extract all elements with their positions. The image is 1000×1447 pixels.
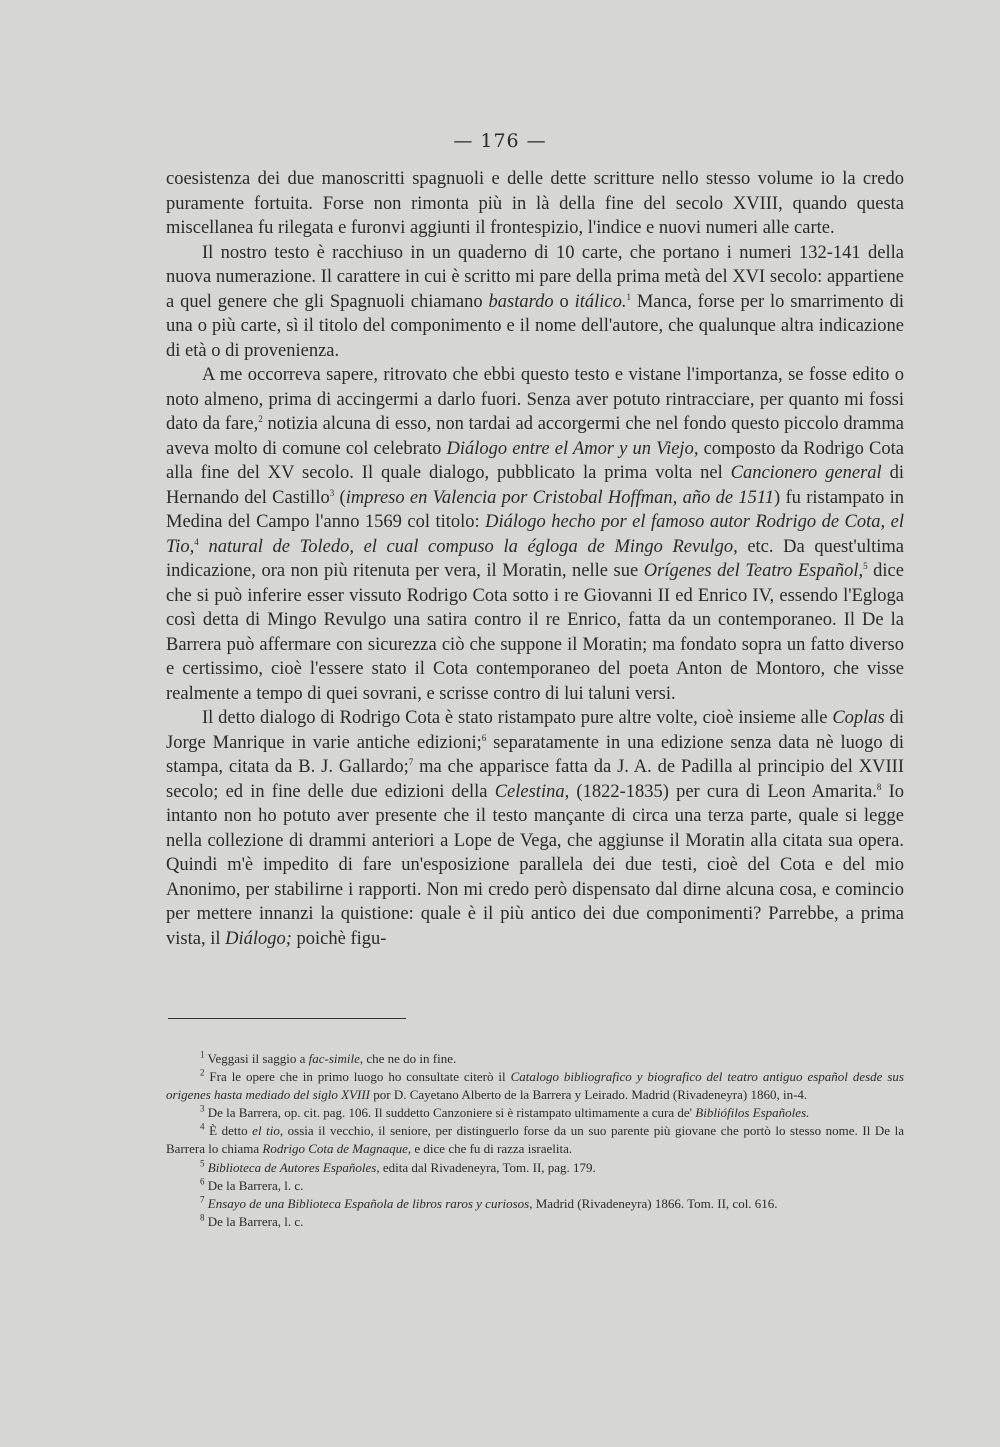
text-run: , e dice che fu di razza israelita. (407, 1141, 573, 1157)
text-run: Fra le opere che in primo luogo ho consultate citerò il (204, 1069, 511, 1085)
italic-text: Diálogo hecho por el famoso autor Rodrigo de Cota, el Tio, (166, 512, 904, 557)
italic-text: Diálogo entre el Amor y un Viejo, (446, 438, 699, 459)
footnote-separator (168, 1018, 406, 1019)
text-run: ) fu ristampato in Medina del Campo l'anno 1569 col titolo: (166, 487, 904, 532)
italic-text: Rodrigo Cota de Magnaque (262, 1141, 408, 1157)
paragraph (166, 706, 904, 951)
italic-text: natural de Toledo, el cual compuso la égloga de Mingo Revulgo, (208, 536, 738, 557)
italic-text: Catalogo bibliografico y biografico del teatro antiguo español desde sus origenes hasta mediado del siglo XVIII (166, 1069, 904, 1103)
footnote (166, 1122, 904, 1158)
text-run: Il nostro testo è racchiuso in un quaderno di 10 carte, che portano i numeri 132-141 della nuova numerazione. Il carattere in cui è scritto mi pare della prima metà del XVI secolo: appartiene a quel genere che gli Spagnuoli chiamano (166, 242, 904, 312)
italic-text: fac-simile (308, 1051, 360, 1066)
italic-text: Ensayo de una Biblioteca Española de libros raros y curiosos (207, 1195, 530, 1211)
text-run: ( (334, 487, 346, 508)
text-run: , ossia il vecchio, il seniore, per distinguerlo forse da un suo parente più giovane che portò lo stesso nome. Il De la Barrera lo chiama (166, 1123, 904, 1157)
text-run: notizia alcuna di esso, non tardai ad accorgermi che nel fondo questo piccolo dramma aveva molto di comune col celebrato (166, 414, 904, 459)
footnote (166, 1195, 904, 1213)
text-run: di Hernando del Castillo (166, 463, 904, 508)
footnote-ref: 2 (200, 1067, 205, 1078)
text-run: etc. Da quest'ultima indicazione, ora non più ritenuta per vera, il Moratin, nelle sue (166, 536, 905, 581)
footnote (166, 1159, 904, 1177)
italic-text: Coplas (832, 708, 885, 728)
paragraph (166, 363, 904, 706)
text-run: ma che apparisce fatta da J. A. de Padilla al principio del XVIII secolo; ed in fine delle due edizioni della (166, 757, 904, 802)
footnote-ref: 3 (200, 1103, 205, 1114)
footnote-ref: 2 (258, 413, 263, 424)
footnote-ref: 5 (863, 560, 868, 571)
text-run: di Jorge Manrique in varie antiche edizioni; (166, 708, 905, 753)
italic-text: Biblioteca de Autores Españoles (207, 1159, 377, 1175)
text-run: Manca, forse per lo smarrimento di una o più carte, sì il titolo del componimento e il nome dell'autore, che qualunque altra indicazione di età o di provenienza. (166, 291, 904, 361)
footnote (166, 1213, 904, 1231)
text-run: coesistenza dei due manoscritti spagnuoli e delle dette scritture nello stesso volume io la credo puramente fortuita. Forse non rimonta più in là della fine del secolo XVIII, quando questa miscellanea fu rilegata e furonvi aggiunti il frontespizio, l'indice e nuovi numeri alle carte. (166, 169, 904, 238)
footnote (166, 1104, 904, 1122)
text-run: separatamente in una edizione senza data nè luogo di stampa, citata da B. J. Gallardo; (166, 732, 904, 777)
text-run: por D. Cayetano Alberto de la Barrera y Leirado. Madrid (Rivadeneyra) 1860, in-4. (370, 1087, 808, 1103)
body-text (166, 167, 904, 951)
footnote-ref: 7 (200, 1194, 205, 1205)
italic-text: el tio (252, 1123, 280, 1139)
text-run: , che ne do in fine. (359, 1051, 457, 1066)
text-run: o (553, 291, 575, 312)
footnote-ref: 8 (876, 781, 882, 792)
footnote-ref: 8 (200, 1212, 205, 1223)
text-run: Io intanto non ho potuto aver presente che il testo mançante di circa una terza parte, quale si legge nella collezione di drammi anteriori a Lope de Vega, che aggiunse il Moratin alla citata sua opera. Quindi m'è impedito di fare un'esposizione parallela dei due testi, cioè del Cota e del mio Anonimo, per stabilirne i rapporti. Non mi credo però dispensato dal dirne alcuna cosa, e comincio per mettere innanzi la quistione: quale è il più antico dei due componimenti? Parrebbe, a prima vista, il (166, 781, 904, 949)
text-run: De la Barrera, op. cit. pag. 106. Il suddetto Canzoniere si è ristampato ultimamente a cura de' (204, 1105, 696, 1121)
italic-text: impreso en Valencia por Cristobal Hoffman, año de 1511 (345, 487, 775, 508)
footnote-ref: 5 (200, 1158, 205, 1169)
footnote-ref: 1 (626, 291, 631, 302)
italic-text: itálico. (574, 291, 627, 312)
text-run: A me occorreva sapere, ritrovato che ebbi questo testo e vistane l'importanza, se fosse edito o noto almeno, prima di accingermi a darlo fuori. Senza aver potuto rintracciare, per quanto mi fossi dato da fare, (166, 365, 904, 434)
footnote-ref: 3 (329, 487, 335, 498)
footnote-ref: 1 (200, 1049, 205, 1060)
italic-text: Bibliófilos Españoles. (695, 1105, 810, 1121)
text-run: poichè figu- (291, 928, 387, 949)
paragraph (166, 167, 904, 241)
italic-text: bastardo (488, 291, 554, 312)
text-run: (1822-1835) per cura di Leon Amarita. (569, 781, 877, 802)
footnote-ref: 6 (481, 732, 487, 743)
text-run: Il detto dialogo di Rodrigo Cota è stato ristampato pure altre volte, cioè insieme alle (202, 708, 833, 728)
footnote (166, 1068, 904, 1104)
text-run: De la Barrera, l. c. (204, 1177, 304, 1193)
page-number: — 176 — (453, 130, 547, 152)
italic-text: Diálogo; (225, 928, 292, 949)
text-run: composto da Rodrigo Cota alla fine del XV secolo. Il quale dialogo, pubblicato la prima volta nel (166, 438, 904, 483)
italic-text: Orígenes del Teatro Español, (643, 561, 864, 581)
footnote (166, 1177, 904, 1195)
text-run (199, 537, 209, 557)
text-run: dice che si può inferire esser vissuto Rodrigo Cota sotto i re Giovanni II ed Enrico IV, essendo l'Egloga così detta di Mingo Revulgo una satira contro il re Enrico, fatta da un contemporaneo. Il De la Barrera può affermare con sicurezza ciò che suppone il Moratin; ma fondato sopra un fatto diverso e certissimo, cioè l'essere stato il Cota contemporaneo del poeta Anton de Montoro, che visse realmente a tempo di quei sovrani, e scrisse contro di lui taluni versi. (166, 561, 904, 704)
italic-text: Cancionero general (730, 463, 882, 483)
text-run: È detto (204, 1123, 253, 1139)
footnote-ref: 4 (194, 536, 199, 547)
text-run: De la Barrera, l. c. (204, 1213, 304, 1229)
footnote-ref: 7 (408, 756, 414, 767)
footnote-ref: 6 (200, 1176, 205, 1187)
text-run: , edita dal Rivadeneyra, Tom. II, pag. 179. (376, 1159, 596, 1175)
paragraph (166, 241, 904, 364)
text-run: Veggasi il saggio a (204, 1051, 309, 1066)
italic-text: Celestina, (494, 781, 570, 802)
footnote (166, 1050, 904, 1068)
footnote-ref: 4 (200, 1122, 205, 1133)
text-run: , Madrid (Rivadeneyra) 1866. Tom. II, col. 616. (529, 1195, 778, 1211)
footnotes (166, 1050, 904, 1231)
